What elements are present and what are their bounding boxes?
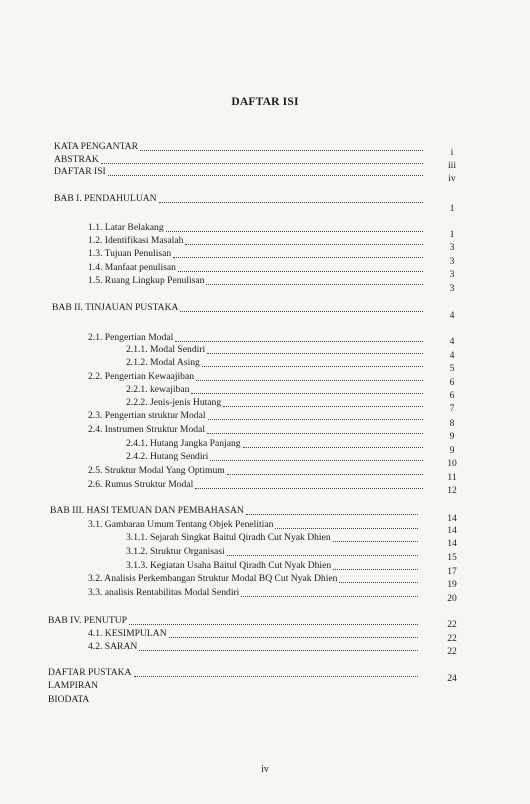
page-number-footer: iv [261, 764, 269, 775]
toc-entry-label: 3.2. Analisis Perkembangan Struktur Modal BQ Cut Nyak Dhien [88, 573, 338, 584]
toc-entry-label: 1.5. Ruang Lingkup Penulisan [88, 275, 205, 286]
toc-entry-label: 3.1.2. Struktur Organisasi [126, 546, 225, 557]
toc-entry [88, 519, 420, 531]
toc-entry [88, 641, 420, 653]
toc-entry-label: 2.4.1. Hutang Jangka Panjang [126, 438, 241, 449]
toc-entry-label: 2.4. Instrumen Struktur Modal [88, 424, 205, 435]
toc-leader-dots [241, 596, 418, 597]
toc-leader-dots [166, 231, 423, 232]
toc-entry [48, 615, 420, 627]
toc-page-number: 19 [447, 579, 457, 590]
toc-entry-label: KATA PENGANTAR [54, 141, 139, 152]
toc-page-number: 5 [449, 363, 455, 374]
toc-entry-label: BAB III. HASI TEMUAN DAN PEMBAHASAN [50, 505, 244, 516]
toc-entry [54, 141, 425, 153]
toc-entry-label: 1.3. Tujuan Penulisan [88, 248, 172, 259]
toc-entry [88, 248, 425, 260]
toc-page-number: 6 [449, 377, 455, 388]
toc-entry [88, 262, 425, 274]
toc-entry [88, 479, 425, 491]
toc-entry [88, 332, 425, 344]
toc-entry-label: 2.1. Pengertian Modal [88, 332, 174, 343]
toc-entry [88, 573, 420, 585]
toc-entry-label: 2.1.2. Modal Asing [126, 357, 200, 368]
toc-entry-label: 1.2. Identifikasi Masalah [88, 235, 184, 246]
toc-leader-dots [159, 202, 423, 203]
toc-leader-dots [275, 528, 418, 529]
toc-entry [126, 560, 420, 572]
toc-entry [48, 667, 420, 679]
toc-page-number: iv [448, 173, 456, 184]
page-title: DAFTAR ISI [231, 96, 299, 108]
toc-page-number: 22 [447, 633, 457, 644]
toc-page-number: 9 [449, 431, 455, 442]
toc-entry [88, 275, 425, 287]
toc-entry-label: 2.2. Pengertian Kewaajiban [88, 371, 195, 382]
toc-page-number: 12 [447, 485, 457, 496]
toc-page-number: 1 [449, 229, 455, 240]
toc-page-number: 6 [449, 390, 455, 401]
toc-leader-dots [207, 353, 423, 354]
toc-leader-dots [208, 419, 423, 420]
toc-page-number: 22 [447, 646, 457, 657]
toc-entry [88, 628, 420, 640]
toc-leader-dots [223, 406, 423, 407]
toc-entry-label: 2.5. Struktur Modal Yang Optimum [88, 465, 225, 476]
toc-leader-dots [227, 555, 418, 556]
toc-entry-label: 3.1.1. Sejarah Singkat Baitul Qiradh Cut Nyak Dhien [126, 532, 331, 543]
toc-leader-dots [175, 341, 423, 342]
toc-entry-label: BAB II. TINJAUAN PUSTAKA [52, 302, 179, 313]
toc-page-number: 4 [449, 310, 455, 321]
toc-leader-dots [139, 650, 418, 651]
toc-entry [88, 371, 425, 383]
toc-entry [126, 397, 425, 409]
toc-page-number: 7 [449, 403, 455, 414]
toc-entry-label: 2.1.1. Modal Sendiri [126, 344, 206, 355]
toc-entry [52, 302, 425, 314]
toc-entry-label: 2.3. Pengertian struktur Modal [88, 410, 206, 421]
toc-entry [50, 505, 420, 517]
toc-leader-dots [333, 541, 418, 542]
toc-entry [54, 193, 425, 205]
toc-entry [48, 680, 98, 692]
toc-entry [126, 546, 420, 558]
toc-page-number: 3 [449, 269, 455, 280]
toc-entry-label: DAFTAR PUSTAKA [48, 667, 132, 678]
toc-page-number: 17 [447, 566, 457, 577]
toc-leader-dots [196, 380, 423, 381]
toc-entry [88, 222, 425, 234]
toc-leader-dots [227, 474, 423, 475]
toc-entry-label: BAB IV. PENUTUP [48, 615, 127, 626]
toc-page-number: 4 [449, 336, 455, 347]
toc-leader-dots [140, 150, 423, 151]
toc-entry [126, 438, 425, 450]
toc-leader-dots [173, 257, 423, 258]
toc-leader-dots [339, 582, 418, 583]
toc-entry-label: 2.6. Rumus Struktur Modal [88, 479, 194, 490]
toc-page-number: 22 [447, 619, 457, 630]
toc-page-number: iii [448, 160, 456, 171]
toc-page-number: 20 [447, 593, 457, 604]
toc-entry-label: 3.3. analisis Rentabilitas Modal Sendiri [88, 587, 240, 598]
toc-leader-dots [206, 284, 423, 285]
toc-leader-dots [191, 393, 423, 394]
toc-page-number: 24 [447, 673, 457, 684]
toc-entry [88, 424, 425, 436]
toc-entry-label: 4.1. KESIMPULAN [88, 628, 167, 639]
toc-leader-dots [134, 676, 419, 677]
toc-leader-dots [180, 311, 423, 312]
toc-entry [54, 154, 425, 166]
toc-entry-label: 1.1. Latar Belakang [88, 222, 164, 233]
toc-entry-label: 2.4.2. Hutang Sendiri [126, 451, 209, 462]
toc-entry-label: 2.2.1. kewajiban [126, 384, 190, 395]
toc-entry [126, 344, 425, 356]
toc-page-number: i [450, 147, 454, 158]
toc-page-number: 1 [449, 203, 455, 214]
toc-page-number: 9 [449, 445, 455, 456]
toc-leader-dots [129, 624, 418, 625]
toc-page-number: 3 [449, 283, 455, 294]
toc-entry [54, 166, 425, 178]
toc-page-number: 10 [447, 458, 457, 469]
toc-entry [88, 410, 425, 422]
toc-entry [88, 235, 425, 247]
toc-entry [126, 357, 425, 369]
toc-leader-dots [185, 244, 423, 245]
toc-entry-label: 2.2.2. Jenis-jenis Hutang [126, 397, 222, 408]
toc-entry [126, 384, 425, 396]
toc-entry [88, 465, 425, 477]
toc-page-number: 4 [449, 350, 455, 361]
toc-page-number: 15 [447, 552, 457, 563]
toc-entry [126, 451, 425, 463]
toc-leader-dots [202, 366, 423, 367]
toc-page-number: 14 [447, 513, 457, 524]
toc-page-number: 14 [447, 525, 457, 536]
toc-entry-label: DAFTAR ISI [54, 166, 106, 177]
toc-leader-dots [243, 447, 423, 448]
toc-leader-dots [195, 488, 423, 489]
toc-entry [126, 532, 420, 544]
toc-leader-dots [207, 433, 423, 434]
toc-page-number: 8 [449, 418, 455, 429]
toc-leader-dots [246, 514, 418, 515]
toc-page-number: 14 [447, 538, 457, 549]
toc-entry-label: ABSTRAK [54, 154, 99, 165]
toc-leader-dots [108, 175, 423, 176]
toc-page-number: 11 [447, 472, 457, 483]
toc-entry [88, 587, 420, 599]
toc-leader-dots [169, 637, 418, 638]
toc-entry-label: BAB I. PENDAHULUAN [54, 193, 157, 204]
toc-entry-label: 3.1. Gambaran Umum Tentang Objek Penelitian [88, 519, 274, 530]
toc-page-number: 3 [449, 256, 455, 267]
toc-entry-label: LAMPIRAN [48, 680, 99, 691]
toc-entry-label: BIODATA [48, 694, 90, 705]
toc-leader-dots [101, 163, 423, 164]
toc-entry-label: 1.4. Manfaat penulisan [88, 262, 176, 273]
toc-entry [48, 694, 89, 706]
toc-leader-dots [210, 460, 423, 461]
toc-leader-dots [333, 569, 418, 570]
toc-leader-dots [178, 271, 423, 272]
toc-entry-label: 4.2. SARAN [88, 641, 138, 652]
toc-entry-label: 3.1.3. Kegiatan Usaha Baitul Qiradh Cut Nyak Dhien [126, 560, 332, 571]
toc-page-number: 3 [449, 242, 455, 253]
